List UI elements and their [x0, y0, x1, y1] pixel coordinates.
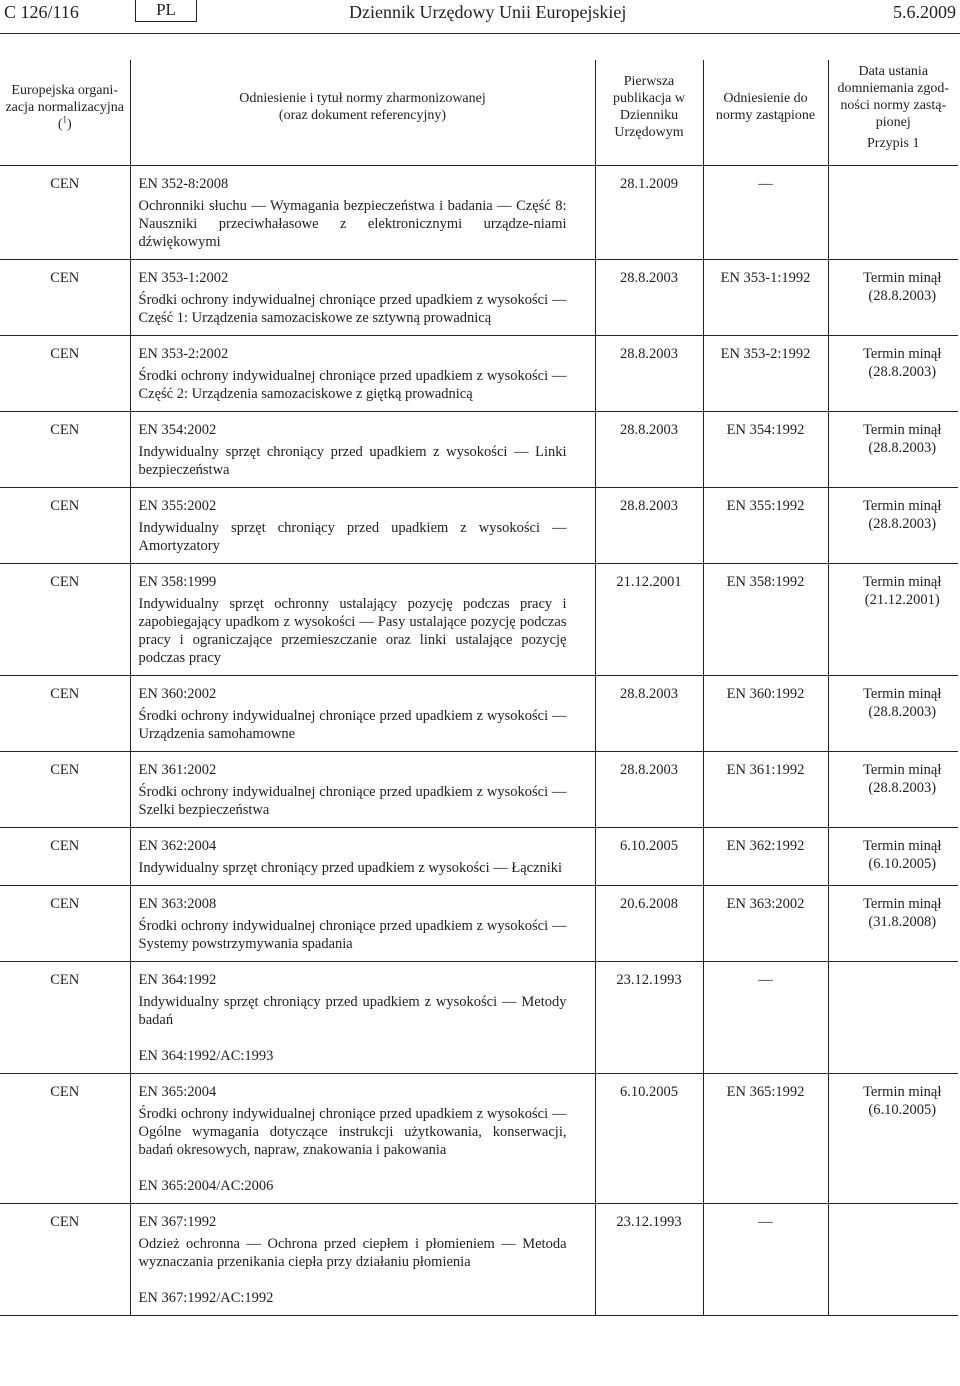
standard-title: Indywidualny sprzęt chroniący przed upadkiem z wysokości — Łączniki [138, 859, 563, 876]
cessation-date-cell [828, 1203, 958, 1271]
cessation-date-cell [828, 259, 958, 335]
standard-reference: EN 363:2008 [138, 895, 217, 912]
column-header-first-publication: Pierwsza publikacja w Dzienniku Urzędowym [595, 60, 703, 165]
cessation-date-cell [828, 487, 958, 563]
cessation-status: Termin minął [863, 1083, 942, 1100]
organisation-cell: CEN [0, 335, 130, 411]
superseded-standard-cell: EN 363:2002 [703, 885, 828, 961]
superseded-standard-cell: EN 362:1992 [703, 827, 828, 885]
standard-cell [130, 675, 595, 751]
cessation-date: (28.8.2003) [868, 779, 937, 796]
superseded-standard-cell: EN 360:1992 [703, 675, 828, 751]
organisation-cell: CEN [0, 675, 130, 751]
first-publication-cell: 21.12.2001 [595, 563, 703, 675]
superseded-standard-cell: — [703, 165, 828, 259]
standard-title: Indywidualny sprzęt chroniący przed upadkiem z wysokości — Metody badań [138, 993, 567, 1028]
cessation-status: Termin minął [863, 761, 942, 778]
cessation-status: Termin minął [863, 345, 942, 362]
standard-title: Indywidualny sprzęt chroniący przed upadkiem z wysokości — Amortyzatory [138, 519, 567, 554]
organisation-cell: CEN [0, 751, 130, 827]
first-publication-cell: 28.8.2003 [595, 335, 703, 411]
standard-title: Środki ochrony indywidualnej chroniące przed upadkiem z wysokości — Urządzenia samohamowne [138, 707, 567, 742]
superseded-standard-cell: EN 353-2:1992 [703, 335, 828, 411]
amendment-reference: EN 367:1992/AC:1992 [130, 1271, 595, 1316]
page-header [0, 0, 960, 30]
empty-cell [595, 1271, 703, 1316]
standard-reference: EN 353-2:2002 [138, 345, 229, 362]
cessation-date: (28.8.2003) [868, 515, 937, 532]
table-header-row [0, 60, 958, 165]
cessation-date: (28.8.2003) [868, 287, 937, 304]
cessation-status: Termin minął [863, 685, 942, 702]
standard-reference: EN 354:2002 [138, 421, 217, 438]
empty-cell [703, 1271, 828, 1316]
standard-reference: EN 362:2004 [138, 837, 217, 854]
cessation-date-cell [828, 751, 958, 827]
organisation-cell: CEN [0, 1203, 130, 1271]
superseded-standard-cell: — [703, 961, 828, 1029]
empty-cell [0, 1271, 130, 1316]
table-row-amendment [0, 1271, 958, 1316]
table-row-amendment [0, 1159, 958, 1204]
page-reference: C 126/116 [4, 2, 79, 22]
cessation-date-cell [828, 563, 958, 675]
standard-title: Indywidualny sprzęt chroniący przed upadkiem z wysokości — Linki bezpieczeństwa [138, 443, 567, 478]
empty-cell [828, 1029, 958, 1074]
standard-title: Indywidualny sprzęt ochronny ustalający pozycję podczas pracy i zapobiegający upadkom z wysokości — Pasy ustalające pozycję podczas pracy i ograniczające przemieszczanie oraz linki ustalające pozycję podczas pracy [138, 595, 567, 666]
first-publication-cell: 23.12.1993 [595, 961, 703, 1029]
amendment-reference: EN 364:1992/AC:1993 [130, 1029, 595, 1074]
organisation-cell: CEN [0, 961, 130, 1029]
standard-reference: EN 367:1992 [138, 1213, 217, 1230]
empty-cell [0, 1159, 130, 1204]
empty-cell [703, 1159, 828, 1204]
organisation-cell: CEN [0, 885, 130, 961]
organisation-cell: CEN [0, 165, 130, 259]
first-publication-cell: 20.6.2008 [595, 885, 703, 961]
standard-title: Środki ochrony indywidualnej chroniące przed upadkiem z wysokości — Szelki bezpieczeństwa [138, 783, 567, 818]
standard-title: Środki ochrony indywidualnej chroniące przed upadkiem z wysokości — Systemy powstrzymywania spadania [138, 917, 567, 952]
standard-cell [130, 335, 595, 411]
first-publication-cell: 28.1.2009 [595, 165, 703, 259]
standard-cell [130, 259, 595, 335]
first-publication-cell: 6.10.2005 [595, 827, 703, 885]
cessation-status: Termin minął [863, 895, 942, 912]
standard-cell [130, 563, 595, 675]
standard-cell [130, 411, 595, 487]
column-header-date-of-cessation: Data ustania domniemania zgod-ności normy zastą-pionej Przypis 1 [837, 63, 950, 151]
organisation-cell: CEN [0, 487, 130, 563]
empty-cell [595, 1159, 703, 1204]
cessation-date-cell [828, 1073, 958, 1159]
cessation-date-cell [828, 961, 958, 1029]
standard-title: Środki ochrony indywidualnej chroniące przed upadkiem z wysokości — Ogólne wymagania dotyczące instrukcji użytkowania, konserwacji, badań okresowych, napraw, znakowania i pakowania [138, 1105, 567, 1158]
cessation-date-cell [828, 165, 958, 259]
amendment-reference: EN 365:2004/AC:2006 [130, 1159, 595, 1204]
cessation-status: Termin minął [863, 269, 942, 286]
standard-title: Ochronniki słuchu — Wymagania bezpieczeństwa i badania — Część 8: Nauszniki przeciwhałasowe z elektronicznymi urządze-niami dźwiękowymi [138, 197, 567, 250]
standard-reference: EN 353-1:2002 [138, 269, 229, 286]
table-row [0, 1203, 958, 1271]
first-publication-cell: 28.8.2003 [595, 259, 703, 335]
first-publication-cell: 6.10.2005 [595, 1073, 703, 1159]
cessation-date: (6.10.2005) [868, 855, 937, 872]
empty-cell [595, 1029, 703, 1074]
standard-reference: EN 358:1999 [138, 573, 217, 590]
standard-title: Środki ochrony indywidualnej chroniące przed upadkiem z wysokości — Część 2: Urządzenia samozaciskowe z giętką prowadnicą [138, 367, 567, 402]
cessation-date: (31.8.2008) [868, 913, 937, 930]
cessation-date-cell [828, 827, 958, 885]
standards-table [0, 60, 958, 1316]
superseded-standard-cell: EN 361:1992 [703, 751, 828, 827]
table-row [0, 675, 958, 751]
cessation-date: (21.12.2001) [864, 591, 940, 608]
table-row [0, 165, 958, 259]
standard-cell [130, 165, 595, 259]
standard-cell [130, 885, 595, 961]
organisation-cell: CEN [0, 827, 130, 885]
standard-reference: EN 355:2002 [138, 497, 217, 514]
empty-cell [0, 1029, 130, 1074]
cessation-status: Termin minął [863, 421, 942, 438]
journal-title: Dziennik Urzędowy Unii Europejskiej [349, 2, 627, 22]
organisation-cell: CEN [0, 1073, 130, 1159]
empty-cell [828, 1159, 958, 1204]
language-badge: PL [135, 0, 197, 22]
standard-title: Odzież ochronna — Ochrona przed ciepłem i płomieniem — Metoda wyznaczania przenikania ciepła przy działaniu płomienia [138, 1235, 567, 1270]
table-row [0, 411, 958, 487]
cessation-date-cell [828, 885, 958, 961]
organisation-cell: CEN [0, 563, 130, 675]
table-row [0, 259, 958, 335]
empty-cell [828, 1271, 958, 1316]
cessation-date-cell [828, 335, 958, 411]
first-publication-cell: 28.8.2003 [595, 675, 703, 751]
standard-reference: EN 364:1992 [138, 971, 217, 988]
cessation-date: (28.8.2003) [868, 363, 937, 380]
table-row [0, 827, 958, 885]
column-header-organisation: Europejska organi-zacja normalizacyjna ($^1$) [0, 60, 130, 165]
cessation-date: (28.8.2003) [868, 439, 937, 456]
organisation-cell: CEN [0, 411, 130, 487]
cessation-date-cell [828, 411, 958, 487]
cessation-date: (28.8.2003) [868, 703, 937, 720]
standard-reference: EN 361:2002 [138, 761, 217, 778]
superseded-standard-cell: — [703, 1203, 828, 1271]
table-row [0, 961, 958, 1029]
standard-reference: EN 352-8:2008 [138, 175, 229, 192]
column-header-superseded-standard: Odniesienie do normy zastąpione [703, 60, 828, 165]
standard-title: Środki ochrony indywidualnej chroniące przed upadkiem z wysokości — Część 1: Urządzenia samozaciskowe ze sztywną prowadnicą [138, 291, 567, 326]
standard-cell [130, 1203, 595, 1271]
table-row [0, 1073, 958, 1159]
first-publication-cell: 28.8.2003 [595, 411, 703, 487]
issue-date: 5.6.2009 [893, 2, 956, 22]
empty-cell [703, 1029, 828, 1074]
table-row [0, 487, 958, 563]
standard-cell [130, 1073, 595, 1159]
first-publication-cell: 28.8.2003 [595, 751, 703, 827]
superseded-standard-cell: EN 358:1992 [703, 563, 828, 675]
cessation-status: Termin minął [863, 837, 942, 854]
first-publication-cell: 23.12.1993 [595, 1203, 703, 1271]
organisation-cell: CEN [0, 259, 130, 335]
table-row [0, 885, 958, 961]
superseded-standard-cell: EN 365:1992 [703, 1073, 828, 1159]
standard-cell [130, 961, 595, 1029]
first-publication-cell: 28.8.2003 [595, 487, 703, 563]
cessation-date-cell [828, 675, 958, 751]
cessation-date: (6.10.2005) [868, 1101, 937, 1118]
table-row [0, 563, 958, 675]
table-row-amendment [0, 1029, 958, 1074]
cessation-status: Termin minął [863, 573, 942, 590]
superseded-standard-cell: EN 353-1:1992 [703, 259, 828, 335]
superseded-standard-cell: EN 355:1992 [703, 487, 828, 563]
column-header-reference: Odniesienie i tytuł normy zharmonizowanej (oraz dokument referencyjny) [130, 60, 595, 165]
header-divider [0, 33, 960, 34]
standard-cell [130, 827, 595, 885]
standard-reference: EN 360:2002 [138, 685, 217, 702]
standard-cell [130, 487, 595, 563]
table-row [0, 335, 958, 411]
standard-reference: EN 365:2004 [138, 1083, 217, 1100]
cessation-status: Termin minął [863, 497, 942, 514]
standard-cell [130, 751, 595, 827]
superseded-standard-cell: EN 354:1992 [703, 411, 828, 487]
table-row [0, 751, 958, 827]
